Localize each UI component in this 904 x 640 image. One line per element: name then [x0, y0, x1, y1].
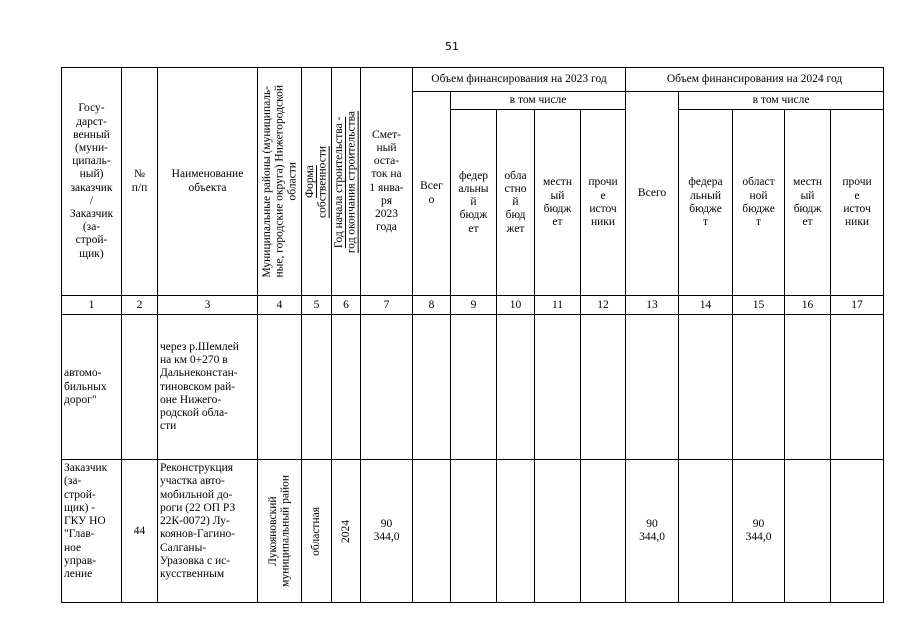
cell-reg-2024: 90 344,0: [733, 460, 785, 603]
cell-oth-2024: [831, 460, 884, 603]
column-number: 1: [62, 296, 122, 315]
cell-loc-2023: [535, 460, 581, 603]
cell-total-2023: [413, 315, 451, 460]
header-fed-2024: федера льный бюдже т: [679, 110, 733, 296]
column-number: 4: [258, 296, 302, 315]
header-fin-2024: Объем финансирования на 2024 год: [626, 68, 884, 92]
header-fed-2023: федер альны й бюдж ет: [451, 110, 497, 296]
header-loc-2024: местн ый бюдж ет: [785, 110, 831, 296]
page-number: 51: [445, 40, 459, 53]
cell-oth-2023: [581, 315, 626, 460]
cell-ownership: [302, 315, 332, 460]
column-number: 5: [302, 296, 332, 315]
cell-fed-2024: [679, 315, 733, 460]
column-number: 9: [451, 296, 497, 315]
header-oth-2023: прочи е источ ники: [581, 110, 626, 296]
cell-total-2024: [626, 315, 679, 460]
header-total-2023: Всег о: [413, 92, 451, 296]
header-incl-2024: в том числе: [679, 92, 884, 110]
header-ownership: Форма собственности: [302, 68, 332, 296]
header-reg-2024: област ной бюдже т: [733, 110, 785, 296]
header-fin-2023: Объем финансирования на 2023 год: [413, 68, 626, 92]
cell-oth-2023: [581, 460, 626, 603]
header-number: № п/п: [122, 68, 158, 296]
header-estimate: Смет- ный оста- ток на 1 янва- ря 2023 года: [361, 68, 413, 296]
column-number: 15: [733, 296, 785, 315]
cell-years: 2024: [332, 460, 361, 603]
cell-number: 44: [122, 460, 158, 603]
column-number: 11: [535, 296, 581, 315]
column-number: 16: [785, 296, 831, 315]
table-row-44: [62, 460, 884, 603]
column-number: 3: [158, 296, 258, 315]
cell-reg-2024: [733, 315, 785, 460]
cell-municipality: [258, 315, 302, 460]
cell-fed-2023: [451, 460, 497, 603]
cell-object-name: Реконструкция участка авто- мобильной до- роги (22 ОП РЗ 22К-0072) Лу- коянов-Гагино- Салганы- Уразовка с ис- кусственным: [158, 460, 258, 603]
cell-fed-2024: [679, 460, 733, 603]
column-number: 7: [361, 296, 413, 315]
column-number: 2: [122, 296, 158, 315]
cell-reg-2023: [497, 315, 535, 460]
cell-object-name: через р.Шемлей на км 0+270 в Дальнеконстан- тиновском рай- оне Нижего- родской обла- сти: [158, 315, 258, 460]
cell-estimate: [361, 315, 413, 460]
table-row-continuation: [62, 315, 884, 460]
cell-loc-2023: [535, 315, 581, 460]
cell-number: [122, 315, 158, 460]
cell-years: [332, 315, 361, 460]
cell-municipality: Лукояновский муниципальный район: [258, 460, 302, 603]
cell-oth-2024: [831, 315, 884, 460]
cell-loc-2024: [785, 315, 831, 460]
column-numbers-row: [62, 296, 884, 315]
column-number: 13: [626, 296, 679, 315]
header-total-2024: Всего: [626, 92, 679, 296]
cell-total-2023: [413, 460, 451, 603]
column-number: 14: [679, 296, 733, 315]
header-object-name: Наименование объекта: [158, 68, 258, 296]
cell-total-2024: 90 344,0: [626, 460, 679, 603]
cell-fed-2023: [451, 315, 497, 460]
cell-ownership: областная: [302, 460, 332, 603]
financing-table: [61, 67, 884, 603]
cell-loc-2024: [785, 460, 831, 603]
header-incl-2023: в том числе: [451, 92, 626, 110]
header-oth-2024: прочи е источ ники: [831, 110, 884, 296]
cell-reg-2023: [497, 460, 535, 603]
column-number: 8: [413, 296, 451, 315]
column-number: 10: [497, 296, 535, 315]
column-number: 12: [581, 296, 626, 315]
column-number: 6: [332, 296, 361, 315]
column-number: 17: [831, 296, 884, 315]
cell-customer: автомо- бильных дорог": [62, 315, 122, 460]
header-customer: Госу- дарст- венный (муни- ципаль- ный) заказчик / Заказчик (за- строй- щик): [62, 68, 122, 296]
header-row-financing: [62, 68, 884, 92]
cell-customer: Заказчик (за- строй- щик) - ГКУ НО "Глав- ное управ- ление: [62, 460, 122, 603]
header-years: Год начала строительства - год окончания строительства: [332, 68, 361, 296]
header-loc-2023: местн ый бюдж ет: [535, 110, 581, 296]
cell-estimate: 90 344,0: [361, 460, 413, 603]
header-reg-2023: обла стно й бюд жет: [497, 110, 535, 296]
header-municipality: Муниципальные районы (муниципаль- ные, городские округа) Нижегородской области: [258, 68, 302, 296]
